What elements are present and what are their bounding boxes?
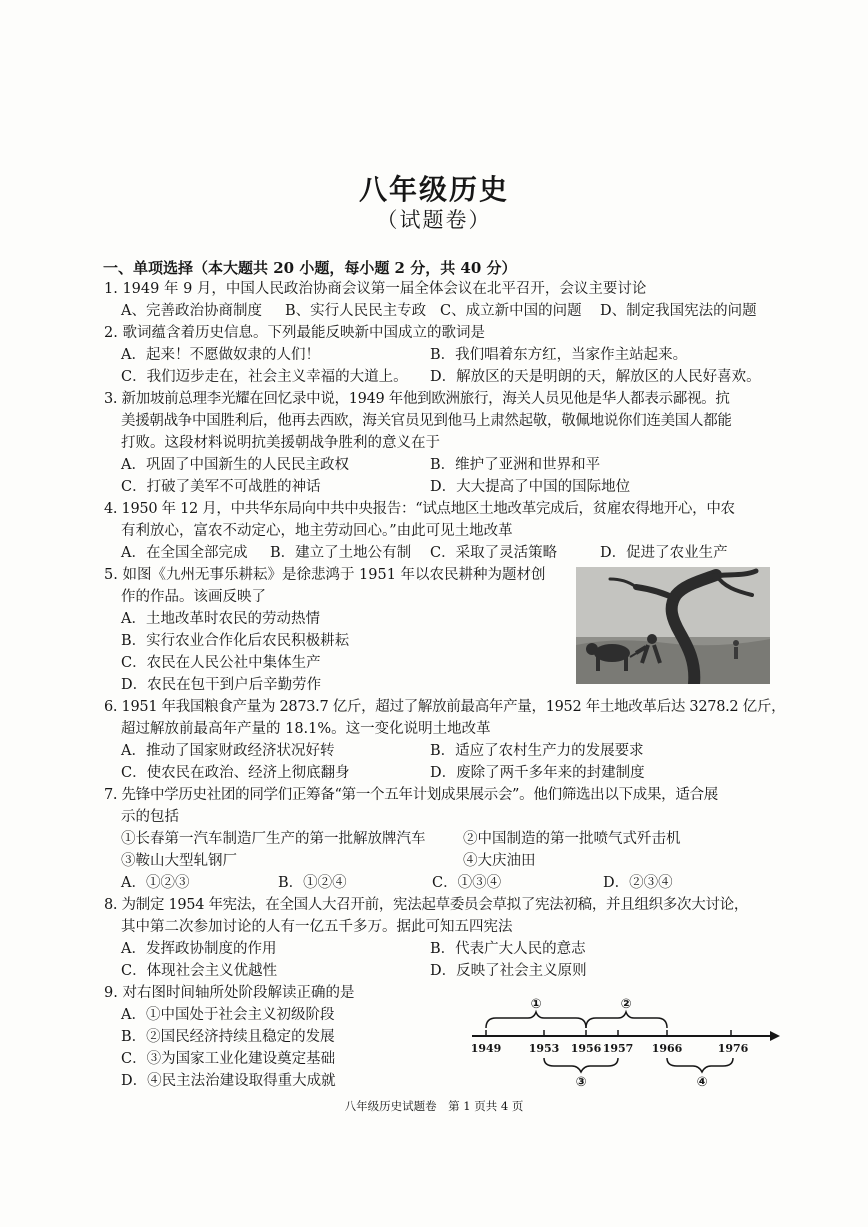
q6-option-d: D．废除了两千多年来的封建制度 [430,765,645,781]
q4-option-d: D．促进了农业生产 [600,545,728,561]
page-title: 八年级历史 [358,173,509,206]
q7-option-a: A．①②③ [121,875,190,891]
question-5-stem: 5. 如图《九州无事乐耕耘》是徐悲鸿于 1951 年以农民耕种为题材创 [104,567,546,583]
question-3-stem-line3: 打败。这段材料说明抗美援朝战争胜利的意义在于 [121,435,440,451]
timeline-year-1956: 1956 [570,1042,602,1055]
q3-option-d: D．大大提高了中国的国际地位 [430,479,631,495]
q5-option-b: B．实行农业合作化后农民积极耕耘 [121,633,350,649]
q5-option-c: C．农民在人民公社中集体生产 [121,655,321,671]
question-8-stem-line2: 其中第二次参加讨论的人有一亿五千多万。据此可知五四宪法 [121,919,513,935]
q6-option-c: C．使农民在政治、经济上彻底翻身 [121,765,350,781]
question-2-stem: 2. 歌词蕴含着历史信息。下列最能反映新中国成立的歌词是 [104,325,485,341]
timeline-year-1953: 1953 [528,1042,560,1055]
q3-option-c: C．打破了美军不可战胜的神话 [121,479,321,495]
q8-option-c: C．体现社会主义优越性 [121,963,278,979]
q7-option-b: B．①②④ [278,875,347,891]
q4-option-b: B．建立了土地公有制 [270,545,412,561]
page-footer: 八年级历史试题卷 第 1 页共 4 页 [344,1099,524,1113]
timeline-label-2: ② [620,997,632,1012]
q9-option-d: D．④民主法治建设取得重大成就 [121,1073,336,1089]
q8-option-b: B．代表广大人民的意志 [430,941,586,957]
timeline-year-1957: 1957 [602,1042,634,1055]
q3-option-b: B．维护了亚洲和世界和平 [430,457,601,473]
q5-option-d: D．农民在包干到户后辛勤劳作 [121,677,322,693]
q7-option-d: D．②③④ [603,875,673,891]
q8-option-a: A．发挥政协制度的作用 [121,941,277,957]
q7-item-4: ④大庆油田 [463,853,536,869]
q2-option-a: A．起来！不愿做奴隶的人们！ [121,347,320,363]
q3-option-a: A．巩固了中国新生的人民民主政权 [121,457,349,473]
q1-option-d: D、制定我国宪法的问题 [600,303,757,319]
q7-item-3: ③鞍山大型轧钢厂 [121,853,237,869]
question-6-stem-line2: 超过解放前最高年产量的 18.1%。这一变化说明土地改革 [121,721,491,737]
timeline-year-1976: 1976 [717,1042,749,1055]
question-4-stem-line2: 有利放心，富农不动定心，地主劳动回心。”由此可见土地改革 [121,523,513,539]
q1-option-b: B、实行人民民主专政 [285,303,427,319]
q2-option-c: C．我们迈步走在，社会主义幸福的大道上。 [121,369,408,385]
timeline-label-4: ④ [696,1075,708,1090]
question-7-stem-line2: 示的包括 [121,809,179,825]
page-subtitle: （试题卷） [376,208,492,232]
q9-option-b: B．②国民经济持续且稳定的发展 [121,1029,335,1045]
timeline-year-1966: 1966 [651,1042,683,1055]
q9-option-c: C．③为国家工业化建设奠定基础 [121,1051,336,1067]
question-5-stem-line2: 作的作品。该画反映了 [121,589,266,605]
question-8-stem: 8. 为制定 1954 年宪法，在全国人大召开前，宪法起草委员会草拟了宪法初稿，并且组织多次大讨论， [104,897,749,913]
q7-item-2: ②中国制造的第一批喷气式歼击机 [463,831,681,847]
painting-image [576,567,770,684]
timeline-label-3: ③ [575,1075,587,1090]
question-3-stem-line2: 美援朝战争中国胜利后，他再去西欧，海关官员见到他马上肃然起敬，敬佩地说你们连美国人都能 [121,413,732,429]
q7-item-1: ①长春第一汽车制造厂生产的第一批解放牌汽车 [121,831,426,847]
q4-option-a: A．在全国全部完成 [121,545,248,561]
question-9-stem: 9. 对右图时间轴所处阶段解读正确的是 [104,985,355,1001]
q2-option-d: D．解放区的天是明朗的天，解放区的人民好喜欢。 [430,369,761,385]
section-heading: 一、单项选择（本大题共 20 小题，每小题 2 分，共 40 分） [103,259,517,277]
q1-option-c: C、成立新中国的问题 [440,303,582,319]
q6-option-b: B．适应了农村生产力的发展要求 [430,743,644,759]
timeline-figure [466,992,786,1092]
timeline-year-1949: 1949 [470,1042,502,1055]
q8-option-d: D．反映了社会主义原则 [430,963,587,979]
timeline-diagram [466,992,786,1092]
q4-option-c: C．采取了灵活策略 [430,545,558,561]
q2-option-b: B．我们唱着东方红，当家作主站起来。 [430,347,688,363]
q1-option-a: A、完善政治协商制度 [121,303,262,319]
question-7-stem: 7. 先锋中学历史社团的同学们正筹备“第一个五年计划成果展示会”。他们筛选出以下成果，适合展 [104,787,718,803]
q6-option-a: A．推动了国家财政经济状况好转 [121,743,335,759]
q7-option-c: C．①③④ [432,875,502,891]
q9-option-a: A．①中国处于社会主义初级阶段 [121,1007,335,1023]
timeline-label-1: ① [530,997,542,1012]
question-4-stem: 4. 1950 年 12 月，中共华东局向中共中央报告：“试点地区土地改革完成后，贫雇农得地开心，中农 [104,501,735,517]
q5-option-a: A．土地改革时农民的劳动热情 [121,611,320,627]
question-1-stem: 1. 1949 年 9 月，中国人民政治协商会议第一届全体会议在北平召开，会议主要讨论 [104,281,647,297]
question-6-stem: 6. 1951 年我国粮食产量为 2873.7 亿斤，超过了解放前最高年产量，1952 年土地改革后达 3278.2 亿斤， [104,699,786,715]
painting-illustration [576,567,770,684]
question-3-stem: 3. 新加坡前总理李光耀在回忆录中说，1949 年他到欧洲旅行，海关人员见他是华人都表示鄙视。抗 [104,391,730,407]
